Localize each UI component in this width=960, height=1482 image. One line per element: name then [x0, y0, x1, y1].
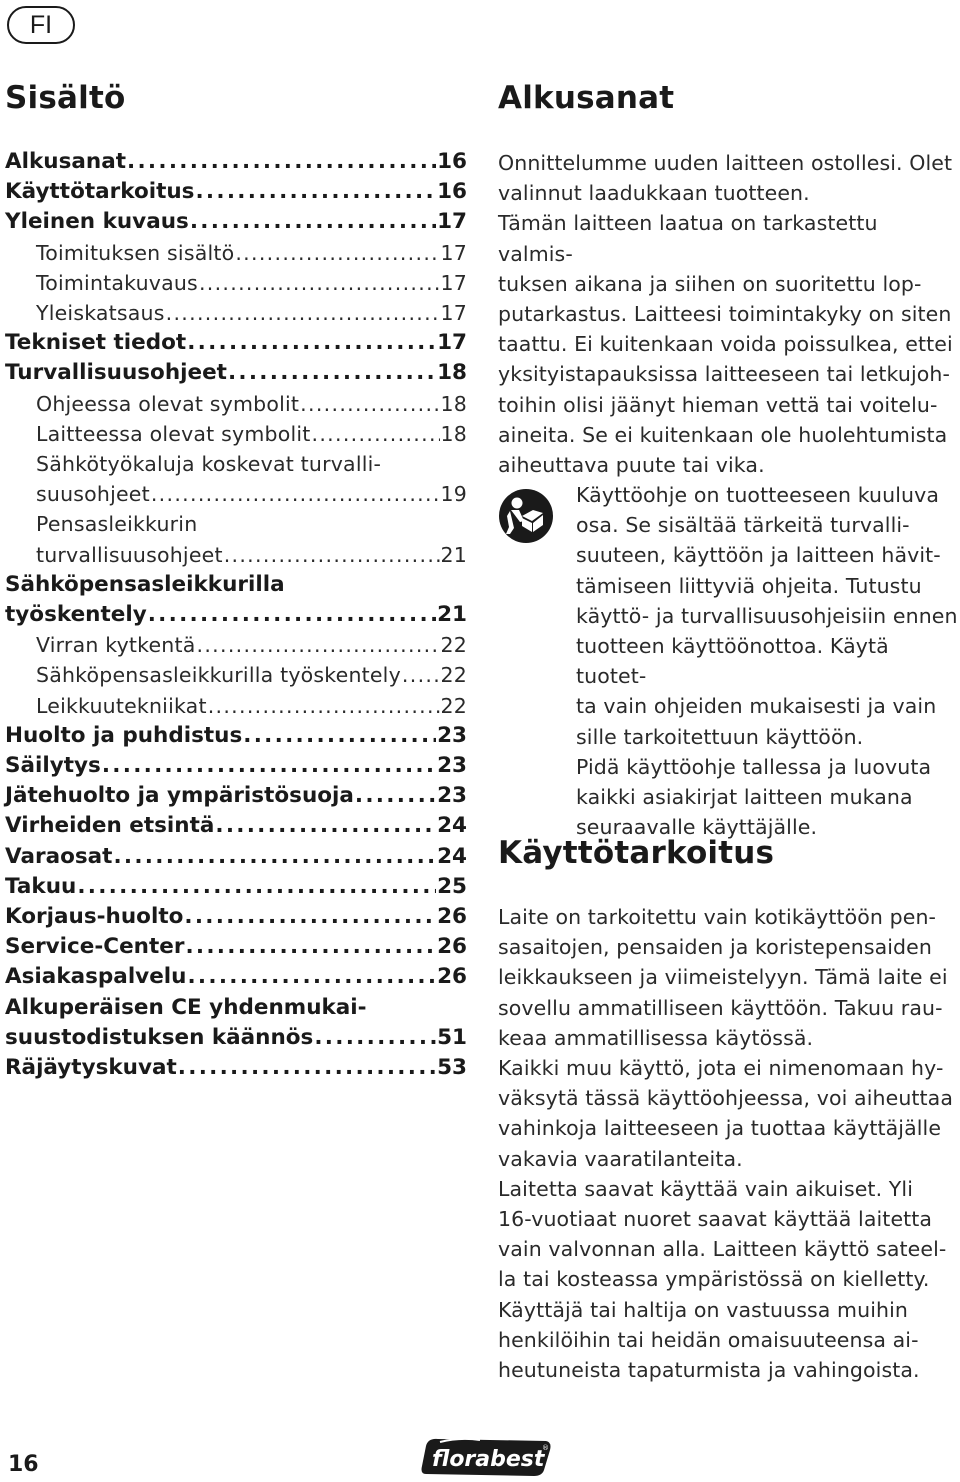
text-line: la tai kosteassa ympäristössä on kielletty. — [498, 1267, 930, 1292]
toc-entry — [5, 419, 467, 449]
svg-text:®: ® — [542, 1444, 549, 1452]
toc-page-number: 18 — [440, 391, 467, 416]
toc-leader-dots — [113, 842, 436, 872]
toc-entry-text: Ohjeessa olevat symbolit — [36, 391, 300, 416]
toc-entry — [5, 902, 467, 932]
text-line: Laitetta saavat käyttää vain aikuiset. Yli — [498, 1176, 914, 1201]
text-line: 16-vuotiaat nuoret saavat käyttää laitetta — [498, 1207, 933, 1232]
toc-title: Sisältö — [5, 80, 126, 116]
table-of-contents — [5, 147, 467, 1083]
intended-use-text — [498, 902, 958, 1385]
text-line: putarkastus. Laitteesi toimintakyky on siten — [498, 302, 952, 327]
toc-page-number: 51 — [437, 1024, 467, 1050]
toc-entry-text: Laitteessa olevat symbolit — [36, 421, 311, 446]
toc-entry-text: turvallisuusohjeet — [36, 542, 223, 567]
toc-entry-text: Säilytys — [5, 753, 101, 779]
toc-page-number: 22 — [440, 693, 467, 718]
toc-page-number: 17 — [440, 301, 467, 326]
toc-entry-text: Varaosat — [5, 843, 113, 869]
toc-leader-dots — [199, 268, 440, 298]
toc-page-number: 21 — [437, 602, 467, 628]
toc-entry — [5, 358, 467, 388]
toc-leader-dots — [184, 902, 436, 932]
toc-page-number: 19 — [440, 482, 467, 507]
toc-entry — [5, 570, 467, 630]
toc-entry-text: Takuu — [5, 873, 77, 899]
toc-entry-text: Käyttötarkoitus — [5, 179, 195, 205]
text-line: tuksen aikana ja siihen on suoritettu lop- — [498, 271, 922, 296]
toc-leader-dots — [311, 419, 439, 449]
text-line: Tämän laitteen laatua on tarkastettu valmis- — [498, 211, 878, 266]
toc-entry-text: Turvallisuusohjeet — [5, 360, 227, 386]
text-line: henkilöihin tai heidän omaisuuteensa ai- — [498, 1327, 919, 1352]
toc-entry — [5, 993, 467, 1053]
toc-entry-text: Leikkuutekniikat — [36, 693, 207, 718]
toc-page-number: 26 — [437, 904, 467, 930]
florabest-logo — [420, 1436, 552, 1478]
toc-page-number: 22 — [440, 663, 467, 688]
toc-entry-text: Service-Center — [5, 934, 185, 960]
toc-page-number: 21 — [440, 542, 467, 567]
toc-page-number: 22 — [440, 633, 467, 658]
toc-leader-dots — [228, 358, 436, 388]
toc-page-number: 17 — [440, 270, 467, 295]
toc-entry — [5, 449, 467, 509]
toc-entry-text: Alkuperäisen CE yhdenmukai- — [5, 994, 367, 1020]
text-line: vain valvonnan alla. Laitteen käyttö sateel- — [498, 1237, 947, 1262]
text-line: seuraavalle käyttäjälle. — [576, 815, 818, 840]
toc-leader-dots — [243, 721, 436, 751]
toc-entry — [5, 509, 467, 569]
text-line: toihin olisi jäänyt hieman vettä tai voitelu- — [498, 392, 938, 417]
toc-page-number: 17 — [440, 240, 467, 265]
toc-entry — [5, 660, 467, 690]
language-badge: FI — [7, 6, 75, 44]
toc-entry-text: Alkusanat — [5, 149, 127, 174]
toc-entry — [5, 1053, 467, 1083]
toc-entry — [5, 238, 467, 268]
toc-leader-dots — [77, 872, 436, 902]
toc-entry — [5, 328, 467, 358]
toc-leader-dots — [187, 328, 436, 358]
text-line: aiheuttava puute tai vika. — [498, 453, 765, 478]
toc-entry — [5, 842, 467, 872]
toc-leader-dots — [215, 811, 436, 841]
toc-entry-text: Räjäytyskuvat — [5, 1055, 177, 1081]
toc-entry-text: suustodistuksen käännös — [5, 1024, 314, 1050]
toc-entry — [5, 207, 467, 237]
text-line: suuteen, käyttöön ja laitteen hävit- — [576, 543, 941, 568]
toc-leader-dots — [197, 630, 440, 660]
intended-use-title: Käyttötarkoitus — [498, 835, 775, 871]
foreword-text — [498, 148, 958, 480]
page-number: 16 — [8, 1452, 39, 1477]
toc-entry-text: Sähkötyökaluja koskevat turvalli- — [36, 452, 382, 477]
toc-entry-text: Huolto ja puhdistus — [5, 722, 243, 748]
read-manual-icon — [498, 488, 554, 544]
toc-leader-dots — [102, 751, 436, 781]
text-line: Onnittelumme uuden laitteen ostollesi. Olet — [498, 151, 953, 175]
toc-entry — [5, 298, 467, 328]
toc-leader-dots — [208, 691, 440, 721]
toc-page-number: 26 — [437, 934, 467, 960]
toc-entry — [5, 811, 467, 841]
toc-page-number: 23 — [437, 783, 467, 809]
toc-entry — [5, 147, 467, 177]
text-line: valinnut laadukkaan tuotteen. — [498, 181, 810, 206]
toc-leader-dots — [148, 600, 436, 630]
text-line: Käyttäjä tai haltija on vastuussa muihin — [498, 1297, 908, 1322]
text-line: käyttö- ja turvallisuusohjeisiin ennen — [576, 603, 958, 628]
toc-leader-dots — [190, 207, 436, 237]
toc-page-number: 25 — [437, 873, 467, 899]
toc-page-number: 17 — [437, 330, 467, 356]
toc-entry — [5, 177, 467, 207]
toc-leader-dots — [166, 298, 440, 328]
toc-page-number: 53 — [437, 1055, 467, 1081]
text-line: Käyttöohje on tuotteeseen kuuluva — [576, 483, 940, 507]
toc-leader-dots — [314, 1023, 436, 1053]
toc-page-number: 23 — [437, 722, 467, 748]
text-line: aineita. Se ei kuitenkaan ole huolehtumista — [498, 422, 948, 447]
toc-page-number: 24 — [437, 843, 467, 869]
toc-entry-text: suusohjeet — [36, 482, 150, 507]
toc-entry-text: Sähköpensasleikkurilla — [5, 571, 285, 597]
toc-leader-dots — [195, 177, 436, 207]
toc-entry — [5, 389, 467, 419]
text-line: sasaitojen, pensaiden ja koristepensaiden — [498, 935, 932, 960]
toc-entry — [5, 751, 467, 781]
toc-leader-dots — [355, 781, 436, 811]
toc-leader-dots — [127, 147, 436, 177]
toc-leader-dots — [185, 932, 436, 962]
toc-page-number: 26 — [437, 964, 467, 990]
toc-page-number: 17 — [437, 209, 467, 235]
toc-entry-text: Tekniset tiedot — [5, 330, 187, 356]
toc-entry-text: Toimintakuvaus — [36, 270, 198, 295]
toc-entry — [5, 268, 467, 298]
toc-leader-dots — [235, 238, 439, 268]
toc-entry-text: Asiakaspalvelu — [5, 964, 187, 990]
text-line: vahinkoja laitteeseen ja tuottaa käyttäjälle — [498, 1116, 942, 1141]
text-line: yksityistapauksissa laitteeseen tai letkujoh- — [498, 362, 950, 387]
toc-entry-text: Yleinen kuvaus — [5, 209, 189, 235]
toc-entry-text: Jätehuolto ja ympäristösuoja — [5, 783, 354, 809]
toc-entry-text: Yleiskatsaus — [36, 301, 165, 326]
toc-leader-dots — [300, 389, 439, 419]
toc-leader-dots — [402, 660, 440, 690]
toc-entry-text: Virran kytkentä — [36, 633, 196, 658]
toc-page-number: 18 — [437, 360, 467, 386]
toc-entry — [5, 932, 467, 962]
text-line: Laite on tarkoitettu vain kotikäyttöön pen- — [498, 905, 937, 929]
text-line: Pidä käyttöohje tallessa ja luovuta — [576, 754, 932, 779]
text-line: leikkaukseen ja viimeistelyyn. Tämä laite ei — [498, 965, 948, 990]
toc-entry — [5, 721, 467, 751]
toc-entry-text: Korjaus-huolto — [5, 904, 184, 930]
text-line: vakavia vaaratilanteita. — [498, 1146, 743, 1171]
text-line: Kaikki muu käyttö, jota ei nimenomaan hy- — [498, 1056, 944, 1081]
toc-leader-dots — [187, 962, 436, 992]
toc-entry-text: Virheiden etsintä — [5, 813, 215, 839]
toc-entry — [5, 630, 467, 660]
toc-entry — [5, 872, 467, 902]
toc-page-number: 16 — [437, 179, 467, 205]
text-line: keaa ammatillisessa käytössä. — [498, 1025, 814, 1050]
toc-leader-dots — [151, 479, 440, 509]
logo-lettering: florabest — [432, 1447, 545, 1472]
toc-entry-text: työskentely — [5, 602, 147, 628]
text-line: sovellu ammatilliseen käyttöön. Takuu rau- — [498, 995, 943, 1020]
toc-page-number: 18 — [440, 421, 467, 446]
toc-leader-dots — [224, 540, 440, 570]
text-line: ta vain ohjeiden mukaisesti ja vain — [576, 694, 937, 719]
text-line: heutuneista tapaturmista ja vahingoista. — [498, 1358, 920, 1383]
text-line: osa. Se sisältää tärkeitä turvalli- — [576, 513, 910, 538]
text-line: väksytä tässä käyttöohjeessa, voi aiheuttaa — [498, 1086, 954, 1111]
toc-entry-text: Sähköpensasleikkurilla työskentely — [36, 663, 401, 688]
text-line: tuotteen käyttöönottoa. Käytä tuotet- — [576, 634, 889, 689]
text-line: sille tarkoitettuun käyttöön. — [576, 724, 864, 749]
manual-note-text — [576, 480, 960, 842]
toc-entry — [5, 962, 467, 992]
toc-entry — [5, 781, 467, 811]
text-line: taattu. Ei kuitenkaan voida poissulkea, ettei — [498, 332, 953, 357]
toc-page-number: 23 — [437, 753, 467, 779]
foreword-title: Alkusanat — [498, 80, 675, 116]
toc-entry-text: Toimituksen sisältö — [36, 240, 235, 265]
toc-entry — [5, 691, 467, 721]
toc-leader-dots — [178, 1053, 436, 1083]
text-line: kaikki asiakirjat laitteen mukana — [576, 785, 913, 810]
toc-page-number: 24 — [437, 813, 467, 839]
toc-page-number: 16 — [437, 149, 467, 174]
toc-entry-text: Pensasleikkurin — [36, 512, 198, 537]
text-line: tämiseen liittyviä ohjeita. Tutustu — [576, 573, 922, 598]
